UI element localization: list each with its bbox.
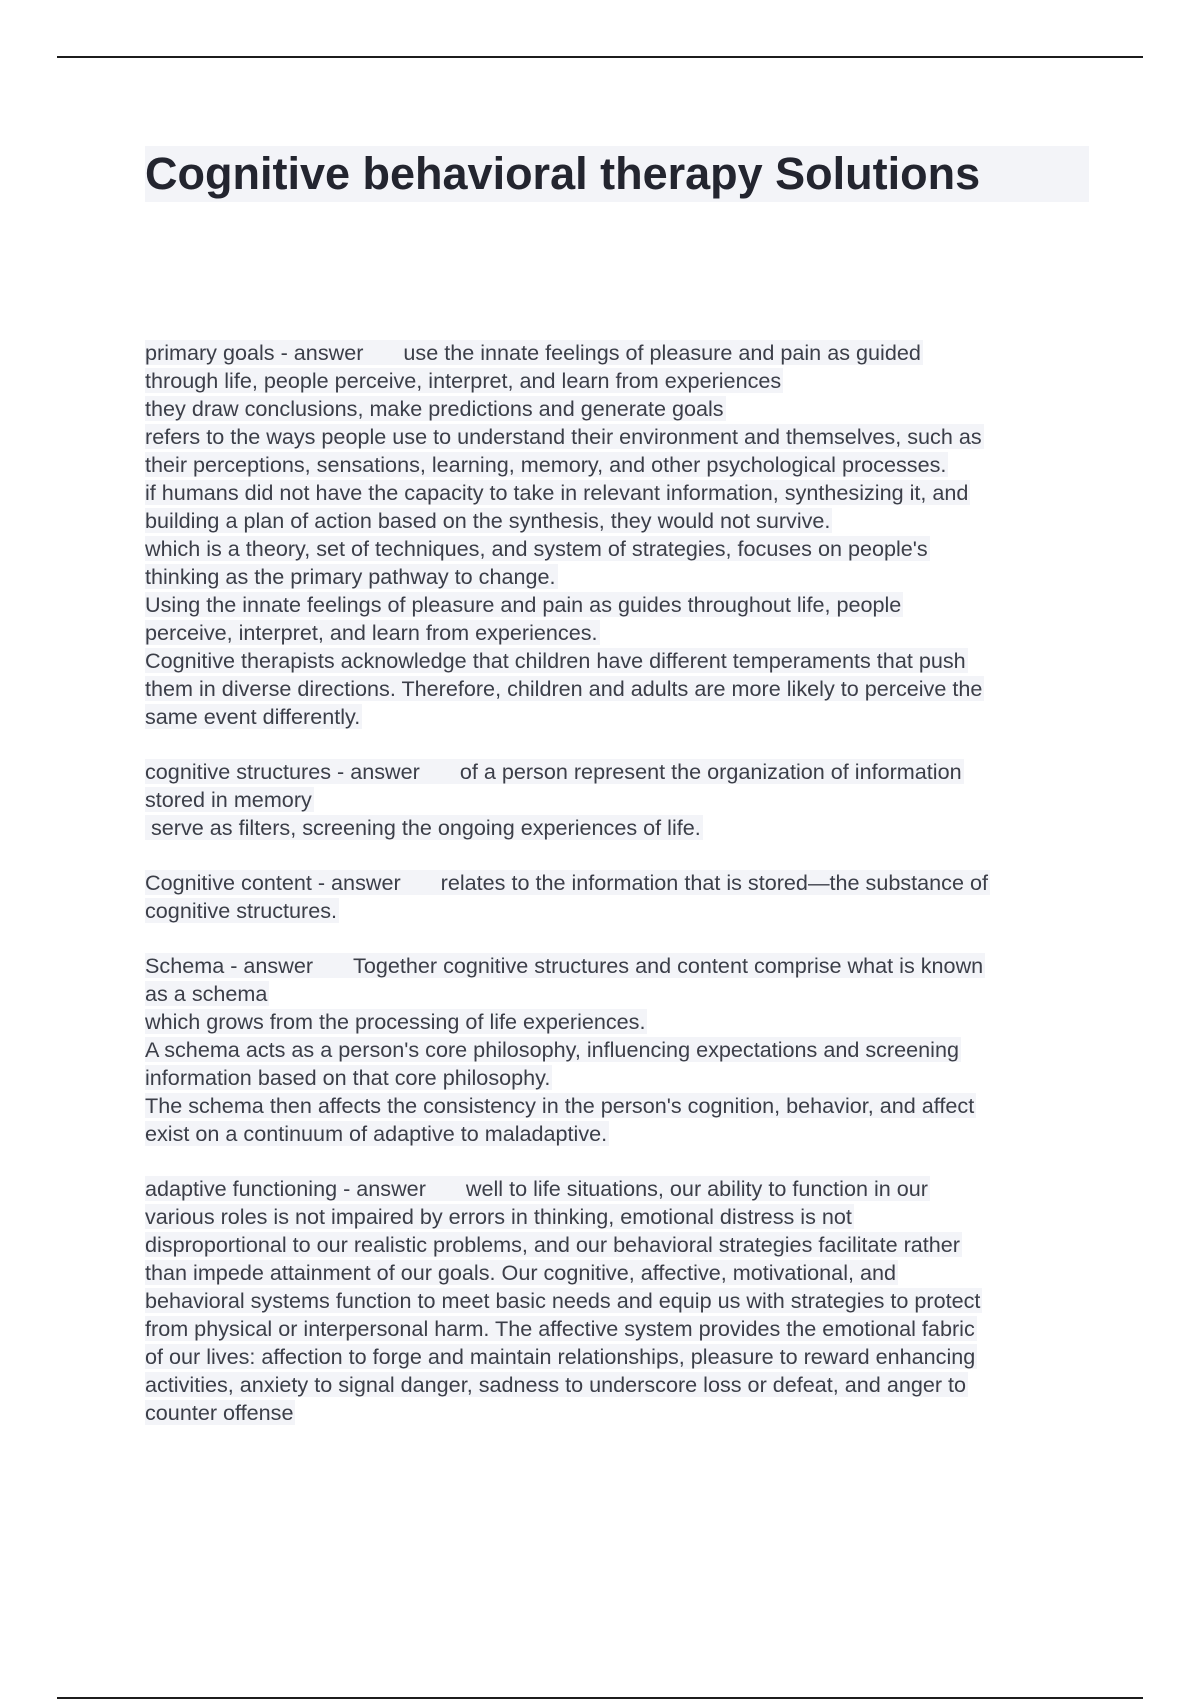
- entry-line: than impede attainment of our goals. Our cognitive, affective, motivational, and: [145, 1260, 897, 1285]
- entry-line: Together cognitive structures and content comprise what is known: [353, 953, 984, 978]
- entry-line: activities, anxiety to signal danger, sadness to underscore loss or defeat, and anger to: [145, 1372, 967, 1397]
- entry-line: stored in memory: [145, 787, 312, 812]
- entry-line: use the innate feelings of pleasure and pain as guided: [403, 340, 921, 365]
- entry-line: well to life situations, our ability to function in our: [465, 1176, 928, 1201]
- entry-line: through life, people perceive, interpret, and learn from experiences: [145, 368, 782, 393]
- entry-line: if humans did not have the capacity to take in relevant information, synthesizing it, and: [145, 480, 969, 505]
- entry-cognitive-structures: [145, 758, 1095, 842]
- entry-line: counter offense: [145, 1400, 294, 1425]
- entry-line: they draw conclusions, make predictions and generate goals: [145, 396, 724, 421]
- entry-line: their perceptions, sensations, learning, memory, and other psychological processes.: [145, 452, 947, 477]
- entry-line: information based on that core philosophy.: [145, 1065, 551, 1090]
- entry-line: relates to the information that is stored—the substance of: [440, 870, 988, 895]
- entry-line: refers to the ways people use to understand their environment and themselves, such as: [145, 424, 982, 449]
- entry-line: cognitive structures.: [145, 898, 338, 923]
- entry-primary-goals: [145, 339, 1095, 731]
- entry-line: The schema then affects the consistency in the person's cognition, behavior, and affect: [145, 1093, 975, 1118]
- entry-line: disproportional to our realistic problems, and our behavioral strategies facilitate rather: [145, 1232, 960, 1257]
- entry-line: perceive, interpret, and learn from experiences.: [145, 620, 598, 645]
- entry-line: exist on a continuum of adaptive to maladaptive.: [145, 1121, 608, 1146]
- entry-line: of a person represent the organization of information: [459, 759, 962, 784]
- entry-line: Using the innate feelings of pleasure and pain as guides throughout life, people: [145, 592, 902, 617]
- entry-term: cognitive structures - answer: [145, 759, 420, 784]
- entry-adaptive-functioning: [145, 1175, 1095, 1427]
- entry-line: Cognitive therapists acknowledge that children have different temperaments that push: [145, 648, 966, 673]
- bottom-rule: [57, 1697, 1143, 1699]
- entry-term: primary goals - answer: [145, 340, 364, 365]
- top-rule: [57, 56, 1143, 58]
- entry-line: behavioral systems function to meet basic needs and equip us with strategies to protect: [145, 1288, 981, 1313]
- entry-line: which grows from the processing of life experiences.: [145, 1009, 646, 1034]
- entry-schema: [145, 952, 1095, 1148]
- entry-line: serve as filters, screening the ongoing experiences of life.: [145, 815, 701, 840]
- entry-term: adaptive functioning - answer: [145, 1176, 426, 1201]
- entry-line: building a plan of action based on the synthesis, they would not survive.: [145, 508, 831, 533]
- entry-term: Cognitive content - answer: [145, 870, 401, 895]
- entry-line: from physical or interpersonal harm. The affective system provides the emotional fabric: [145, 1316, 975, 1341]
- entry-line: thinking as the primary pathway to change.: [145, 564, 556, 589]
- entry-line: which is a theory, set of techniques, and system of strategies, focuses on people's: [145, 536, 928, 561]
- entry-cognitive-content: [145, 869, 1095, 925]
- entry-line: as a schema: [145, 981, 268, 1006]
- entry-line: various roles is not impaired by errors in thinking, emotional distress is not: [145, 1204, 852, 1229]
- document-body: [145, 339, 1095, 1454]
- entry-line: them in diverse directions. Therefore, children and adults are more likely to perceive the: [145, 676, 983, 701]
- entry-line: A schema acts as a person's core philosophy, influencing expectations and screening: [145, 1037, 959, 1062]
- document-title: Cognitive behavioral therapy Solutions: [145, 146, 1089, 202]
- entry-line: of our lives: affection to forge and maintain relationships, pleasure to reward enhancing: [145, 1344, 976, 1369]
- entry-term: Schema - answer: [145, 953, 314, 978]
- entry-line: same event differently.: [145, 704, 361, 729]
